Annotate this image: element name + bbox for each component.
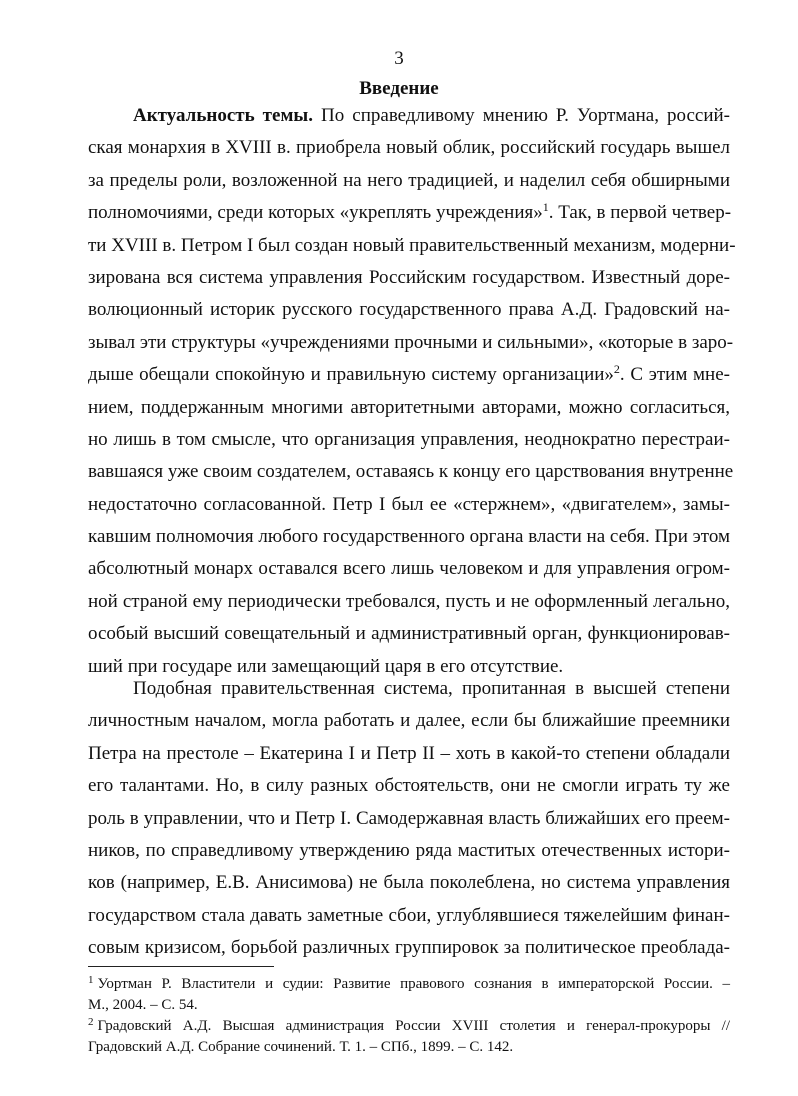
text-line: кавшим полномочия любого государственного органа власти на себя. При этом [88,526,730,548]
footnote-text: Градовский А.Д. Высшая администрация России XVIII столетия и генерал-прокуроры // [97,1018,730,1034]
paragraph-system [88,673,730,965]
text-line: вавшаяся уже своим создателем, оставаясь к концу его царствования внутренне [88,461,734,483]
text-line [88,359,730,391]
footnote-mark: 2 [88,1016,94,1028]
text-line: его талантами. Но, в силу разных обстоятельств, они не смогли играть ту же [88,775,730,797]
text-segment: По справедливому мнению Р. Уортмана, россий- [312,105,730,126]
footnotes [88,974,730,1058]
text-line: особый высший совещательный и административный орган, функционировав- [88,623,730,645]
text-line: ти XVIII в. Петром I был создан новый правительственный механизм, модерни- [88,234,736,256]
text-line: ников, по справедливому утверждению ряда маститых отечественных истори- [88,839,730,861]
footnote-line: Градовский А.Д. Собрание сочинений. Т. 1. – СПб., 1899. – С. 142. [88,1039,514,1055]
text-line: но лишь в том смысле, что организация управления, неоднократно перестраи- [88,428,730,450]
text-line [88,197,730,229]
text-line: недостаточно согласованной. Петр I был ее «стержнем», «двигателем», замы- [88,493,730,515]
text-segment: полномочиями, среди которых «укреплять учреждения» [88,202,543,224]
text-segment: . С этим мне- [619,364,730,386]
footnote-reference[interactable]: 1 [542,200,549,215]
text-segment: дыше обещали спокойную и правильную систему организации» [88,364,614,386]
text-line: ной страной ему периодически требовался, пусть и не оформленный легально, [88,590,730,612]
text-line: зирована вся система управления Российским государством. Известный доре- [88,266,730,288]
footnote-2 [88,1016,730,1058]
text-line: зывал эти структуры «учреждениями прочными и сильными», «которые в заро- [88,331,734,353]
footnote-1 [88,974,730,1016]
text-line: ший при государе или замещающий царя в его отсутствие. [88,655,564,677]
footnote-line: М., 2004. – С. 54. [88,997,198,1013]
footnote-divider [88,966,274,967]
paragraph-relevance [88,100,736,683]
footnote-reference[interactable]: 2 [613,362,620,377]
text-line: за пределы роли, возложенной на него традицией, и наделил себя обширными [88,169,730,191]
text-line: абсолютный монарх оставался всего лишь человеком и для управления огром- [88,558,730,580]
section-heading: Введение [359,78,439,99]
footnote-text: Уортман Р. Властители и судии: Развитие правового сознания в императорской России. – [97,976,730,992]
text-segment: . Так, в первой четвер- [548,202,732,224]
footnote-line [88,1016,730,1037]
footnote-line [88,974,730,995]
text-line: ская монархия в XVIII в. приобрела новый облик, российский государь вышел [88,137,730,159]
page-number: 3 [394,48,404,69]
text-line: роль в управлении, что и Петр I. Самодержавная власть ближайших его преем- [88,807,730,829]
text-line: государством стала давать заметные сбои, углублявшиеся тяжелейшим финан- [88,904,730,926]
text-line: ков (например, Е.В. Анисимова) не была поколеблена, но система управления [88,872,730,894]
text-line: нием, поддержанным многими авторитетными авторами, можно согласиться, [88,396,730,418]
lead-phrase: Актуальность темы. [133,105,313,126]
text-line: личностным началом, могла работать и далее, если бы ближайшие преемники [88,710,730,732]
text-line: совым кризисом, борьбой различных группировок за политическое преоблада- [88,937,730,959]
text-line [88,100,730,132]
footnote-mark: 1 [88,974,94,986]
text-line: волюционный историк русского государственного права А.Д. Градовский на- [88,299,730,321]
text-line: Подобная правительственная система, пропитанная в высшей степени [133,678,730,699]
text-line: Петра на престоле – Екатерина I и Петр II – хоть в какой-то степени обладали [88,742,730,764]
